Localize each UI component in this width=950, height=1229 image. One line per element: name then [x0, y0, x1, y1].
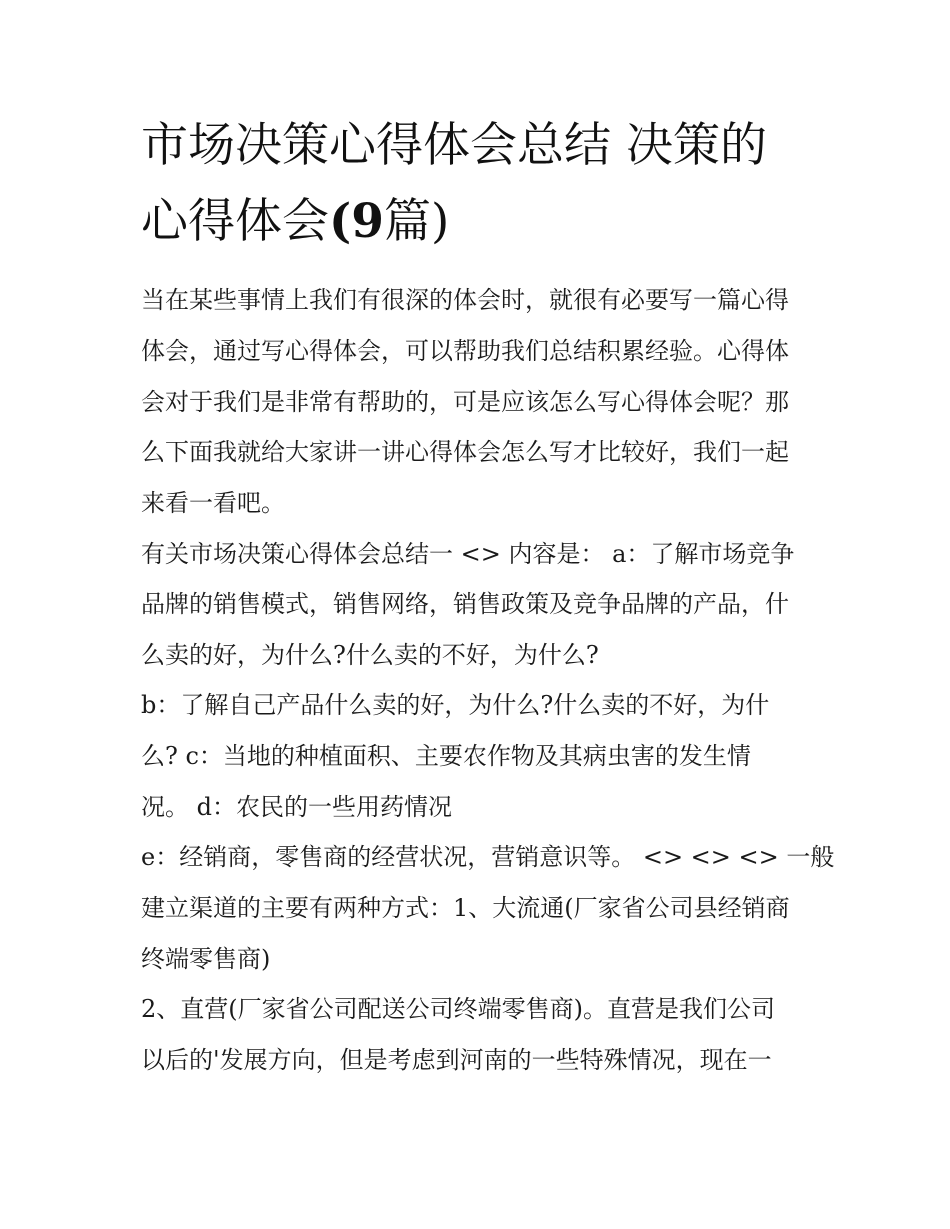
document-title-line-2: [141, 194, 821, 249]
body-line: 建立渠道的主要有两种方式：1、大流通(厂家省公司县经销商: [141, 894, 790, 922]
body-line: 以后的'发展方向，但是考虑到河南的一些特殊情况，现在一: [141, 1046, 772, 1074]
body-line: 当在某些事情上我们有很深的体会时，就很有必要写一篇心得: [141, 286, 789, 314]
body-line: 2、直营(厂家省公司配送公司终端零售商)。直营是我们公司: [141, 995, 775, 1023]
title-suffix: 篇): [383, 194, 450, 249]
body-line: 么? c：当地的种植面积、主要农作物及其病虫害的发生情: [141, 742, 751, 770]
body-line: 品牌的销售模式，销售网络，销售政策及竞争品牌的产品，什: [141, 590, 789, 618]
body-line: 体会，通过写心得体会，可以帮助我们总结积累经验。心得体: [141, 337, 789, 365]
body-line: b：了解自己产品什么卖的好，为什么?什么卖的不好，为什: [141, 691, 770, 719]
body-line: 会对于我们是非常有帮助的，可是应该怎么写心得体会呢？那: [141, 388, 789, 416]
body-line: 终端零售商): [141, 945, 271, 973]
title-count: (9: [329, 194, 384, 249]
body-line: 么卖的好，为什么?什么卖的不好，为什么?: [141, 641, 599, 669]
document-title-line-1: 市场决策心得体会总结 决策的: [141, 118, 767, 173]
body-line: 况。 d：农民的一些用药情况: [141, 793, 452, 821]
body-line: 有关市场决策心得体会总结一 <> 内容是： a：了解市场竞争: [141, 540, 795, 568]
body-line: e：经销商，零售商的经营状况，营销意识等。 <> <> <> 一般: [141, 843, 835, 871]
body-line: 么下面我就给大家讲一讲心得体会怎么写才比较好，我们一起: [141, 438, 789, 466]
title-text: 心得体会: [141, 194, 329, 249]
body-line: 来看一看吧。: [141, 489, 285, 517]
